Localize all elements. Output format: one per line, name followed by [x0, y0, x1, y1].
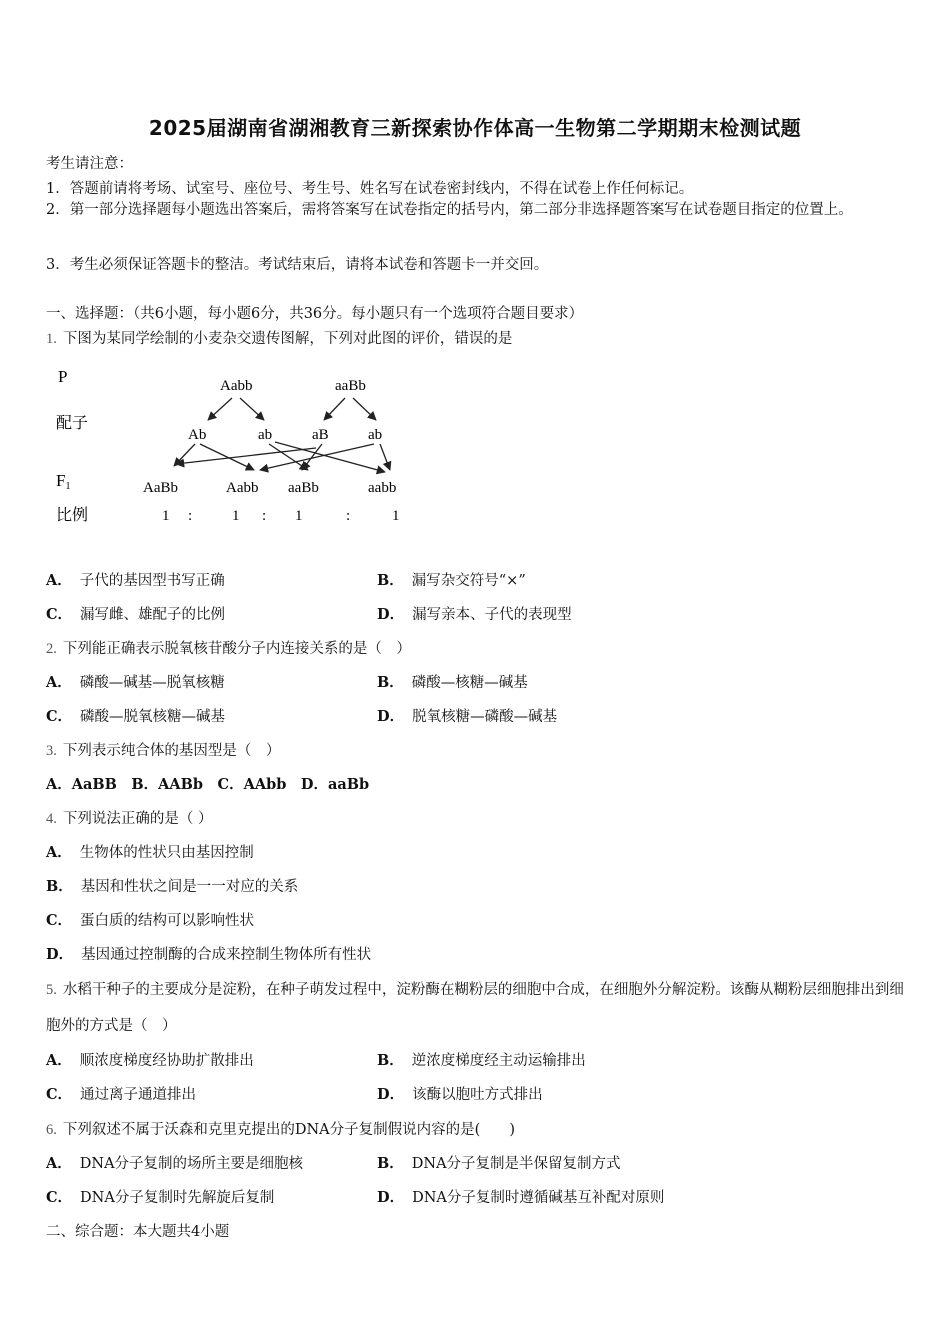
question-number: 6. — [46, 1122, 57, 1138]
section-heading: 一、选择题：（共6小题，每小题6分，共36分。每小题只有一个选项符合题目要求） — [46, 306, 584, 322]
gamete: Ab — [188, 427, 207, 443]
option-b[interactable]: B． DNA分子复制是半保留复制方式 — [377, 1155, 621, 1172]
question-number: 4. — [46, 811, 57, 827]
question — [46, 327, 512, 348]
question — [46, 637, 411, 658]
page-title: 2025届湖南省湖湘教育三新探索协作体高一生物第二学期期末检测试题 — [148, 116, 802, 140]
option-d[interactable]: D． 脱氧核糖—磷酸—碱基 — [377, 708, 558, 725]
question-text: 下列表示纯合体的基因型是（ ） — [62, 743, 281, 759]
option-c[interactable]: C． 磷酸—脱氧核糖—碱基 — [46, 708, 226, 725]
gamete-label: 配子 — [56, 413, 89, 432]
notice-item: 1．答题前请将考场、试室号、座位号、考生号、姓名写在试卷密封线内，不得在试卷上作任何标记。 — [46, 181, 694, 197]
question-text: 水稻干种子的主要成分是淀粉，在种子萌发过程中，淀粉酶在糊粉层的细胞中合成，在细胞外分解淀粉。该酶从糊粉层细胞排出到细胞外的方式是（ ） — [46, 982, 904, 1034]
question — [46, 1118, 515, 1139]
option-c[interactable]: C． 漏写雌、雄配子的比例 — [46, 606, 226, 623]
section-heading: 二、综合题：本大题共4小题 — [46, 1224, 230, 1240]
option-d[interactable]: D． DNA分子复制时遵循碱基互补配对原则 — [377, 1189, 665, 1206]
genetic-cross-diagram — [40, 360, 420, 535]
offspring-genotype: aabb — [368, 480, 397, 496]
gamete: ab — [368, 427, 383, 443]
ratio-value: 1 — [162, 508, 170, 524]
ratio-label: 比例 — [56, 505, 89, 524]
question-number: 2. — [46, 641, 57, 657]
question-text: 下列叙述不属于沃森和克里克提出的DNA分子复制假说内容的是( ) — [62, 1122, 515, 1138]
option-c[interactable]: C． 通过离子通道排出 — [46, 1086, 197, 1103]
question-text: 下列能正确表示脱氧核苷酸分子内连接关系的是（ ） — [62, 641, 411, 657]
inline-options[interactable]: A．AaBB B．AABb C．AAbb D．aaBb — [46, 776, 370, 793]
ratio-value: 1 — [295, 508, 303, 524]
option-b[interactable]: B． 漏写杂交符号“×” — [377, 572, 526, 589]
option-a[interactable]: A． 生物体的性状只由基因控制 — [46, 844, 254, 861]
option-a[interactable]: A． DNA分子复制的场所主要是细胞核 — [46, 1155, 304, 1172]
notice-heading: 考生请注意： — [46, 156, 133, 172]
question — [46, 807, 212, 828]
ratio-separator: : — [262, 508, 267, 524]
option-c[interactable]: C． 蛋白质的结构可以影响性状 — [46, 912, 255, 929]
option-d[interactable]: D． 漏写亲本、子代的表现型 — [377, 606, 572, 623]
question-number: 5. — [46, 982, 57, 998]
gamete: ab — [258, 427, 273, 443]
question-number: 1. — [46, 331, 57, 347]
option-b[interactable]: B． 逆浓度梯度经主动运输排出 — [377, 1052, 586, 1069]
parent-genotype: aaBb — [335, 378, 366, 394]
parent-genotype: Aabb — [220, 378, 253, 394]
ratio-separator: : — [188, 508, 193, 524]
gamete: aB — [312, 427, 329, 443]
offspring-genotype: AaBb — [143, 480, 178, 496]
option-b[interactable]: B． 磷酸—核糖—碱基 — [377, 674, 528, 691]
f1-label: F1 — [56, 471, 71, 492]
ratio-separator: : — [346, 508, 351, 524]
ratio-value: 1 — [392, 508, 400, 524]
option-a[interactable]: A． 磷酸—碱基—脱氧核糖 — [46, 674, 225, 691]
option-d[interactable]: D． 基因通过控制酶的合成来控制生物体所有性状 — [46, 946, 372, 963]
notice-item: 3．考生必须保证答题卡的整洁。考试结束后，请将本试卷和答题卡一并交回。 — [46, 257, 549, 273]
offspring-genotype: Aabb — [226, 480, 259, 496]
option-d[interactable]: D． 该酶以胞吐方式排出 — [377, 1086, 543, 1103]
question — [46, 972, 908, 1044]
question-text: 下列说法正确的是（ ） — [62, 811, 213, 827]
offspring-genotype: aaBb — [288, 480, 319, 496]
option-a[interactable]: A． 子代的基因型书写正确 — [46, 572, 225, 589]
ratio-value: 1 — [232, 508, 240, 524]
question — [46, 739, 280, 760]
question-number: 3. — [46, 743, 57, 759]
p-label: P — [58, 367, 68, 386]
option-c[interactable]: C． DNA分子复制时先解旋后复制 — [46, 1189, 275, 1206]
question-text: 下图为某同学绘制的小麦杂交遗传图解，下列对此图的评价，错误的是 — [62, 331, 513, 347]
option-a[interactable]: A． 顺浓度梯度经协助扩散排出 — [46, 1052, 254, 1069]
option-b[interactable]: B． 基因和性状之间是一一对应的关系 — [46, 878, 299, 895]
notice-item: 2．第一部分选择题每小题选出答案后，需将答案写在试卷指定的括号内，第二部分非选择题答案写在试卷题目指定的位置上。 — [46, 202, 853, 218]
